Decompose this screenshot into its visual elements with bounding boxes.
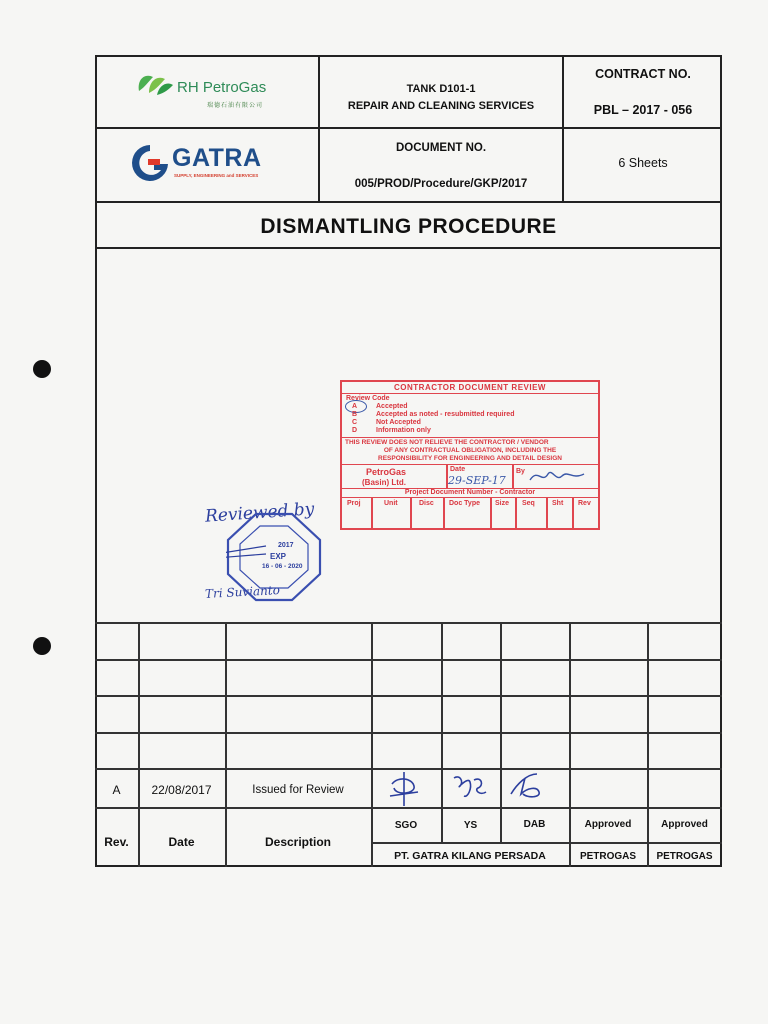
stamp-company-2: (Basin) Ltd.	[362, 478, 406, 487]
stamp-col-unit: Unit	[384, 500, 398, 507]
project-line-1: TANK D101-1	[406, 83, 476, 95]
gatra-g-icon	[128, 142, 172, 184]
rev-row-description: Issued for Review	[252, 784, 344, 796]
seal-exp-date: 16 - 06 - 2020	[262, 563, 303, 570]
footer-approved-1: Approved	[584, 819, 632, 830]
stamp-disclaimer-3: RESPONSIBILITY FOR ENGINEERING AND DETAIL DESIGN	[378, 455, 562, 462]
stamp-col-size: Size	[495, 500, 510, 507]
contract-label: CONTRACT NO.	[595, 67, 691, 81]
rev-col-4	[441, 622, 443, 842]
stamp-col-proj: Proj	[347, 500, 361, 507]
stamp-heading: CONTRACTOR DOCUMENT REVIEW	[394, 383, 546, 392]
footer-sgo: SGO	[394, 820, 418, 831]
footer-description-label: Description	[264, 835, 331, 849]
footer-ys: YS	[463, 820, 478, 831]
footer-approved-2: Approved	[661, 819, 708, 830]
header-divider-2	[95, 201, 722, 203]
rev-row-rev: A	[112, 783, 121, 797]
footer-company-gatra: PT. GATRA KILANG PERSADA	[394, 850, 546, 862]
rev-col-7	[647, 622, 649, 867]
dab-signature-icon	[507, 770, 547, 800]
document-value: 005/PROD/Procedure/GKP/2017	[354, 178, 528, 190]
leaf-logo-icon	[135, 67, 175, 101]
rev-col-6	[569, 622, 571, 867]
stamp-review-code-label: Review Code	[346, 395, 390, 402]
stamp-date-value: 29-SEP-17	[448, 474, 506, 487]
stamp-col-rev: Rev	[578, 500, 591, 507]
stamp-code-a: A	[352, 403, 358, 410]
document-label: DOCUMENT NO.	[395, 142, 487, 154]
rev-table-row-3	[95, 732, 722, 734]
sgo-signature-icon	[384, 770, 424, 808]
stamp-code-d-text: Information only	[376, 427, 431, 434]
rev-col-5	[500, 622, 502, 842]
gatra-subtitle: SUPPLY, ENGINEERING and SERVICES	[174, 173, 259, 178]
rh-petrogas-logo	[135, 67, 285, 111]
footer-petrogas-1: PETROGAS	[579, 851, 637, 862]
footer-dab: DAB	[523, 819, 546, 830]
footer-rev-label: Rev.	[104, 835, 129, 849]
footer-petrogas-2: PETROGAS	[656, 851, 713, 862]
rev-col-1	[138, 622, 140, 867]
sheets-count: 6 Sheets	[618, 156, 668, 170]
gatra-name: GATRA	[172, 144, 262, 172]
stamp-code-c-text: Not Accepted	[376, 419, 421, 426]
stamp-col-disc: Disc	[419, 500, 434, 507]
footer-date-label: Date	[168, 835, 195, 849]
certification-seal	[226, 512, 322, 602]
rev-table-row-2	[95, 695, 722, 697]
rev-table-sub-row	[371, 842, 722, 844]
reviewer-name: Tri Suvianto	[204, 583, 281, 601]
punch-hole-bottom	[33, 637, 51, 655]
stamp-disclaimer-1: THIS REVIEW DOES NOT RELIEVE THE CONTRACTOR / VENDOR	[345, 439, 549, 446]
stamp-date-label: Date	[450, 466, 466, 473]
rev-table-row-1	[95, 659, 722, 661]
stamp-col-sht: Sht	[552, 500, 564, 507]
stamp-by-label: By	[516, 468, 525, 475]
stamp-code-b-text: Accepted as noted - resubmitted required	[376, 411, 515, 418]
title-divider	[95, 247, 722, 249]
document-title: DISMANTLING PROCEDURE	[260, 215, 557, 238]
rev-row-date: 22/08/2017	[151, 783, 212, 797]
contractor-review-stamp	[340, 380, 600, 530]
gatra-logo	[128, 142, 288, 188]
reviewed-by-note: Reviewed by	[204, 499, 315, 527]
punch-hole-top	[33, 360, 51, 378]
rh-petrogas-name: RH PetroGas	[177, 79, 267, 96]
stamp-col-doctype: Doc Type	[449, 500, 480, 507]
stamp-code-c: C	[352, 419, 358, 426]
stamp-code-d: D	[352, 427, 358, 434]
stamp-signature-icon	[528, 466, 588, 486]
stamp-code-a-text: Accepted	[376, 403, 408, 410]
seal-year: 2017	[278, 542, 294, 549]
header-divider-1	[95, 127, 722, 129]
stamp-disclaimer-2: OF ANY CONTRACTUAL OBLIGATION, INCLUDING THE	[383, 447, 557, 454]
stamp-col-seq: Seq	[522, 500, 535, 507]
stamp-code-b: B	[352, 411, 358, 418]
contract-value: PBL – 2017 - 056	[593, 103, 693, 117]
stamp-company-1: PetroGas	[366, 467, 407, 477]
rev-table-top	[95, 622, 722, 624]
rh-petrogas-subtitle: 瑞德石油有限公司	[207, 103, 264, 109]
seal-exp-label: EXP	[270, 552, 287, 561]
ys-signature-icon	[450, 772, 490, 802]
rev-col-2	[225, 622, 227, 867]
project-line-2: REPAIR AND CLEANING SERVICES	[347, 100, 535, 112]
stamp-project-doc-label: Project Document Number - Contractor	[404, 489, 536, 496]
